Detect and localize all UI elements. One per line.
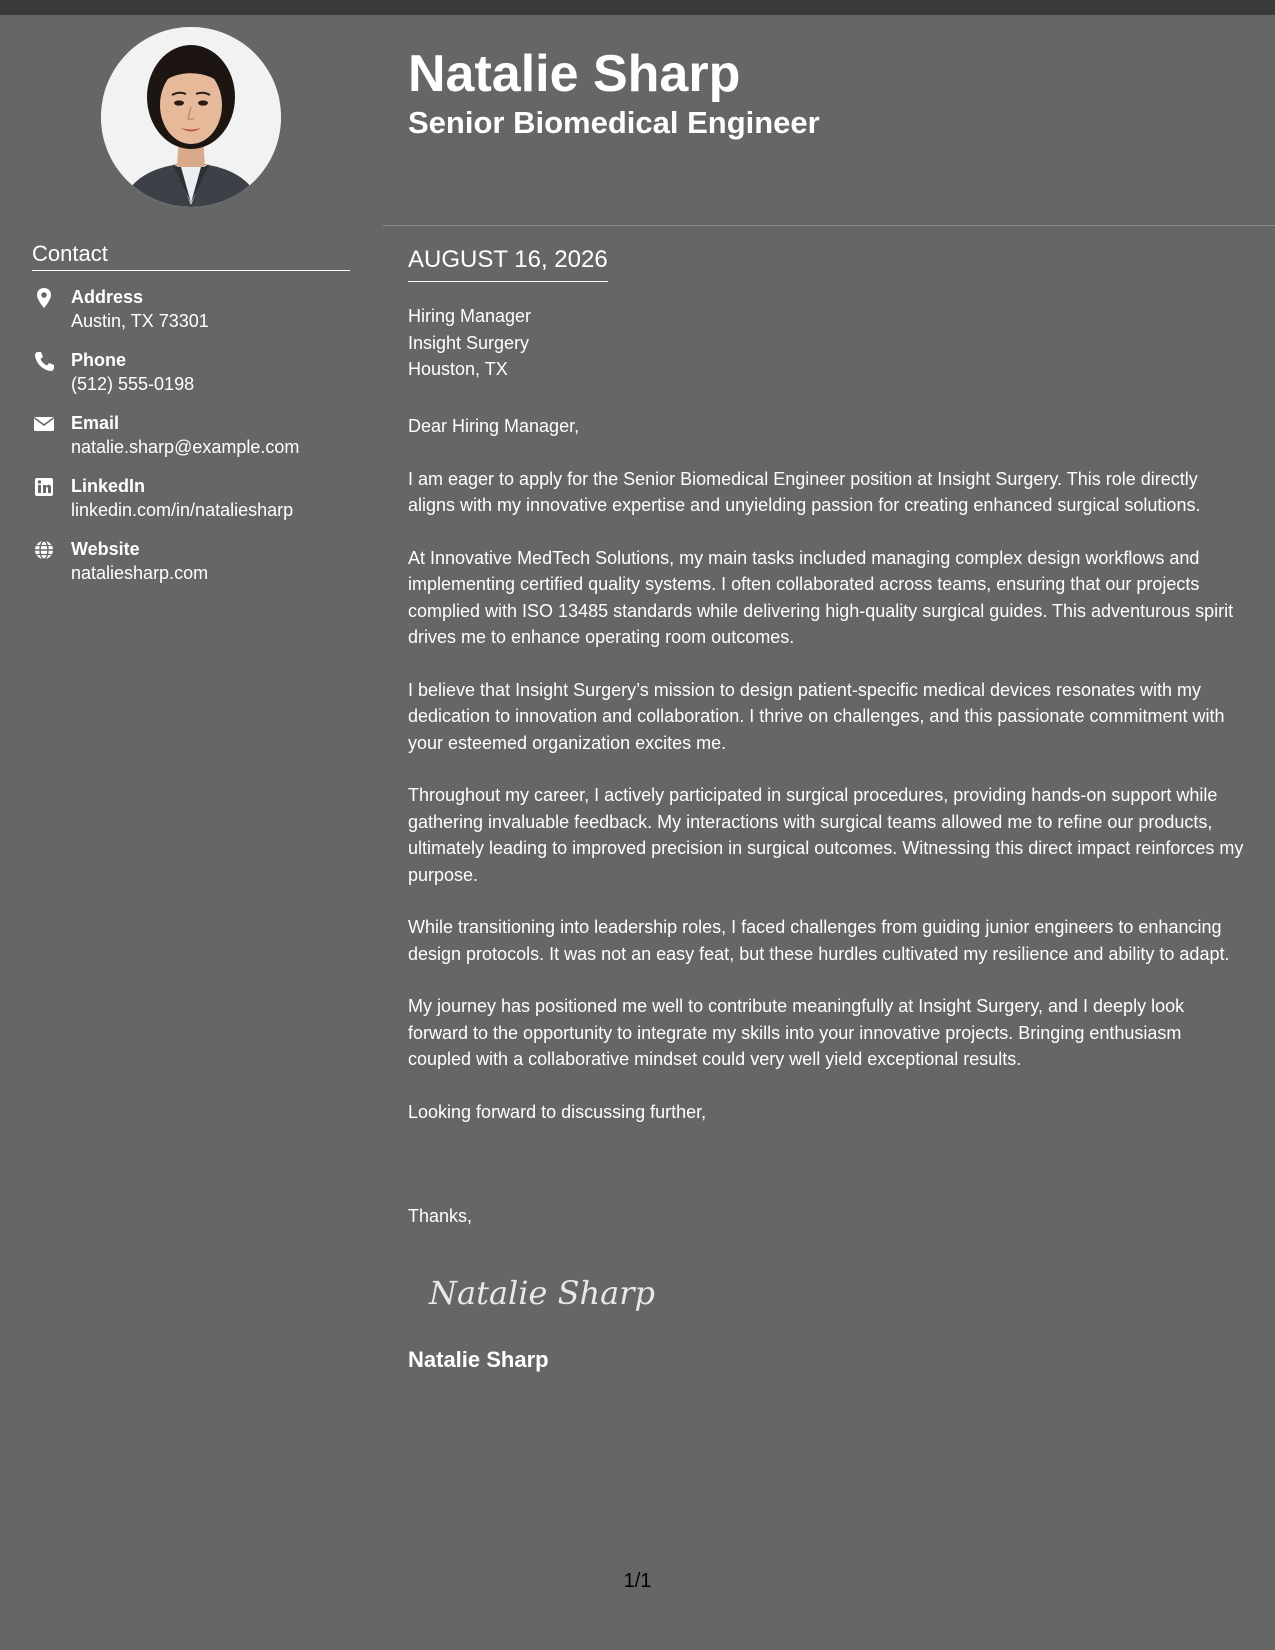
contact-value: natalie.sharp@example.com: [71, 437, 300, 457]
contact-label: Address: [71, 287, 144, 307]
contact-item-website: [32, 537, 372, 600]
contact-value: linkedin.com/in/nataliesharp: [71, 500, 294, 520]
envelope-icon: [32, 413, 56, 435]
contact-value: nataliesharp.com: [71, 563, 209, 583]
recipient-line: Insight Surgery: [408, 332, 530, 353]
closing-line: Looking forward to discussing further,: [408, 1101, 707, 1122]
closing-thanks: Thanks,: [408, 1206, 473, 1226]
signer-name: Natalie Sharp: [408, 1347, 549, 1372]
top-bar: [0, 0, 1275, 15]
contact-list: [32, 285, 372, 600]
body-paragraph: Throughout my career, I actively participated in surgical procedures, providing hands-on support while gathering invaluable feedback. My interactions with surgical teams allowed me to refine our products, ultimately leading to improved precision in surgical outcomes. Witnessing this direct impact reinforces my purpose.: [408, 785, 1244, 885]
salutation: Dear Hiring Manager,: [408, 416, 580, 436]
letter-date: AUGUST 16, 2026: [408, 245, 608, 282]
applicant-name: Natalie Sharp: [408, 45, 741, 103]
body-paragraph: My journey has positioned me well to contribute meaningfully at Insight Surgery, and I deeply look forward to the opportunity to integrate my skills into your innovative projects. Bringing enthusiasm coupled with a collaborative mindset could very well yield exceptional results.: [408, 996, 1185, 1069]
letter-body: [408, 413, 1248, 1151]
contact-value: Austin, TX 73301: [71, 311, 209, 331]
contact-label: Website: [71, 539, 140, 559]
contact-item-address: [32, 285, 372, 348]
body-paragraph: I believe that Insight Surgery’s mission to design patient-specific medical devices resonates with my dedication to innovation and collaboration. I thrive on challenges, and this passionate commitment with your esteemed organization excites me.: [408, 679, 1225, 753]
recipient-line: Houston, TX: [408, 359, 508, 379]
page-number: 1/1: [623, 1570, 652, 1592]
header-divider: [383, 225, 1275, 226]
body-paragraph: At Innovative MedTech Solutions, my main tasks included managing complex design workflows and implementing certified quality systems. I often collaborated across teams, ensuring that our projects complied with ISO 13485 standards while delivering high-quality surgical guides. This adventurous spirit drives me to enhance operating room outcomes.: [408, 547, 1234, 647]
linkedin-icon: [32, 476, 56, 498]
contact-value: (512) 555-0198: [71, 374, 195, 394]
contact-item-phone: [32, 348, 372, 411]
document-page: [0, 15, 1275, 1650]
body-paragraph: While transitioning into leadership roles, I faced challenges from guiding junior engineers to enhancing design protocols. It was not an easy feat, but these hurdles cultivated my resilience and ability to adapt.: [408, 917, 1230, 964]
contact-item-email: [32, 411, 372, 474]
globe-icon: [32, 539, 56, 561]
contact-item-linkedin: [32, 474, 372, 537]
recipient-line: Hiring Manager: [408, 306, 532, 326]
job-title: Senior Biomedical Engineer: [408, 105, 820, 140]
sidebar: [0, 15, 382, 1650]
contact-label: Phone: [71, 350, 127, 370]
phone-icon: [32, 350, 56, 372]
contact-label: LinkedIn: [71, 476, 146, 496]
body-paragraph: I am eager to apply for the Senior Biomedical Engineer position at Insight Surgery. This role directly aligns with my innovative expertise and unyielding passion for creating enhanced surgical solutions.: [408, 468, 1201, 515]
map-pin-icon: [32, 287, 56, 309]
contact-label: Email: [71, 413, 120, 433]
handwritten-signature: [425, 1260, 675, 1320]
recipient-block: [408, 303, 531, 383]
avatar: [101, 27, 281, 207]
contact-heading: Contact: [32, 241, 350, 271]
profile-photo: [101, 27, 281, 207]
signature-text: Natalie Sharp: [429, 1274, 655, 1312]
